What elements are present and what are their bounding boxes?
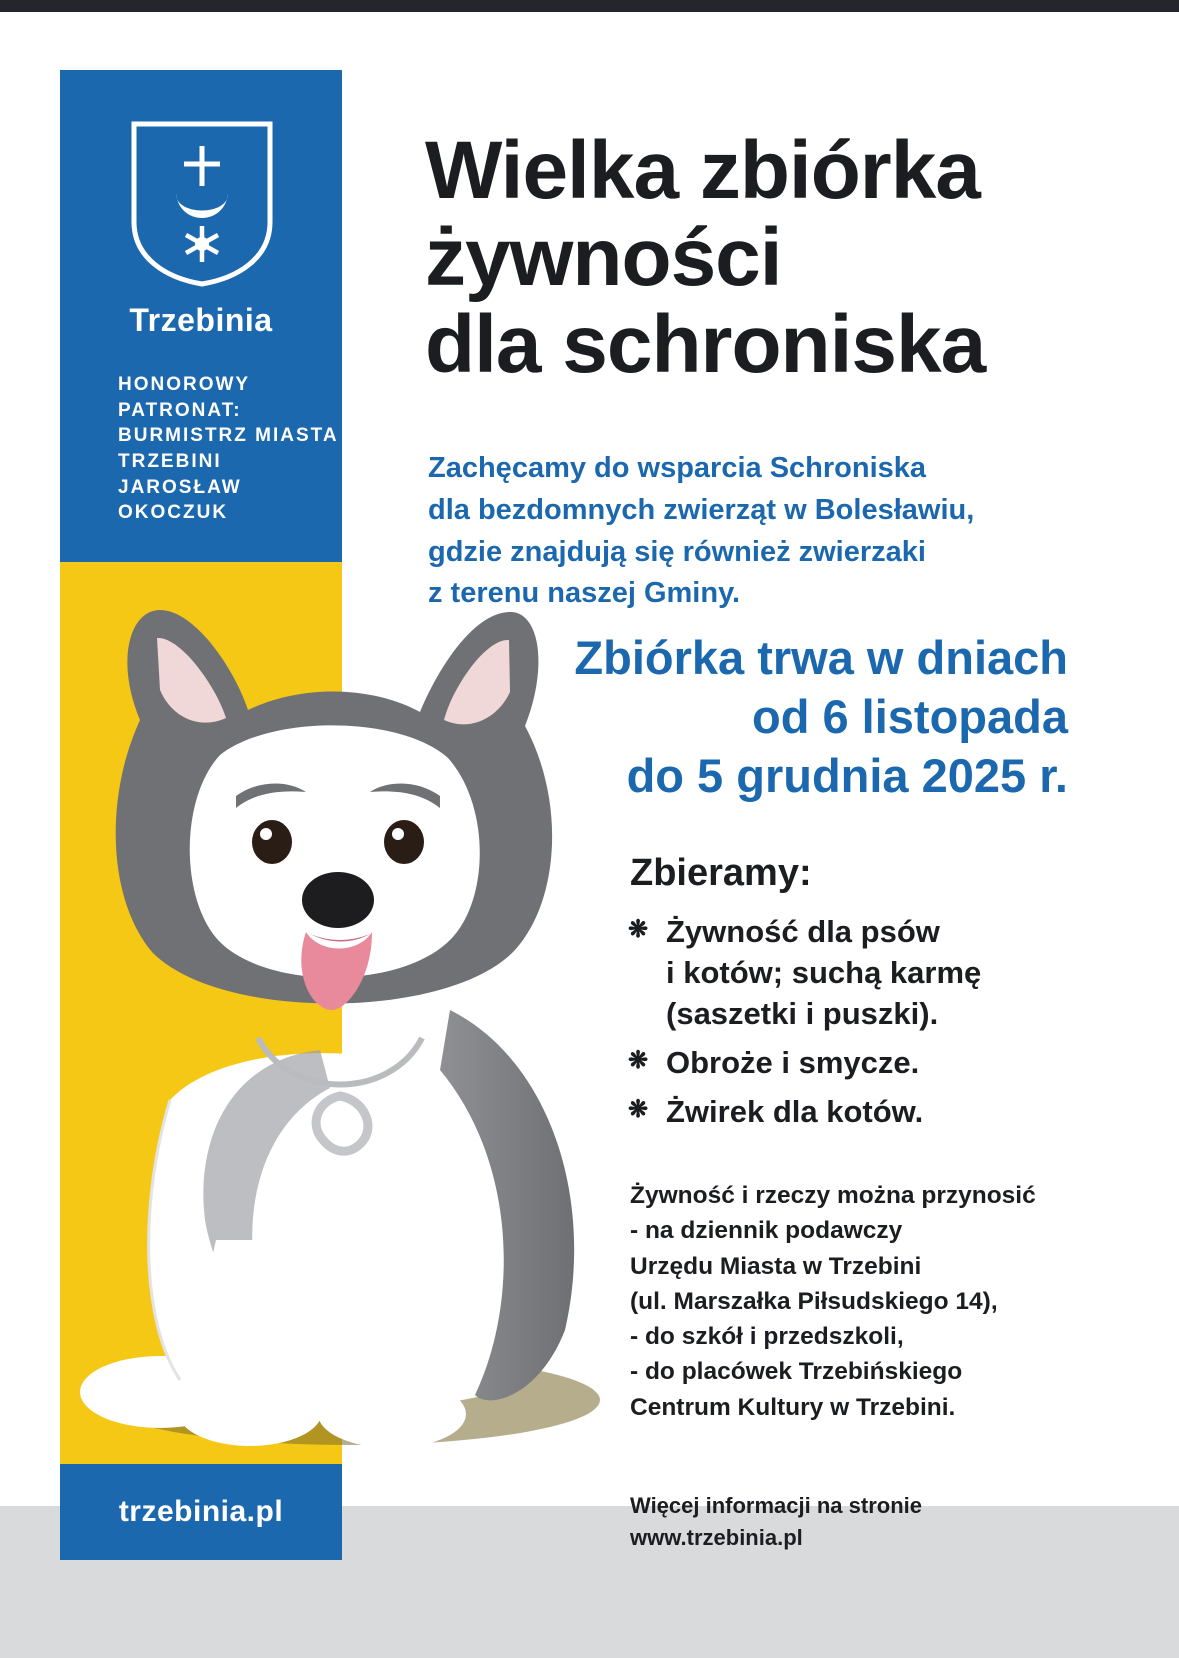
- patronage-line: HONOROWY PATRONAT: BURMISTRZ MIASTA TRZEBINI JAROSŁAW OKOCZUK: [118, 374, 338, 524]
- dropoff-locations: [630, 1178, 1070, 1425]
- paw-print-icon: ❋: [628, 1095, 649, 1123]
- coat-of-arms-icon: [128, 118, 276, 290]
- headline-line-1: Wielka zbiórka: [425, 125, 980, 216]
- town-name: Trzebinia: [129, 302, 273, 338]
- dropoff-line: - do placówek Trzebińskiego: [630, 1358, 963, 1386]
- dropoff-line: - do szkół i przedszkoli,: [630, 1323, 904, 1351]
- headline-line-2: żywności: [425, 211, 782, 303]
- dropoff-line: Centrum Kultury w Trzebini.: [630, 1393, 956, 1421]
- more-info-line: Więcej informacji na stronie: [630, 1493, 922, 1518]
- website-badge-label: trzebinia.pl: [118, 1495, 284, 1528]
- dropoff-line: Urzędu Miasta w Trzebini: [630, 1252, 922, 1280]
- dropoff-line: - na dziennik podawczy: [630, 1217, 903, 1245]
- list-item: [628, 912, 1068, 1035]
- list-item-line: (saszetki i puszki).: [666, 995, 939, 1031]
- subheading: [428, 448, 1068, 615]
- dates-line-2: od 6 listopada: [752, 690, 1068, 744]
- top-strip: [0, 0, 1179, 12]
- subhead-line-3: gdzie znajdują się również zwierzaki: [428, 535, 926, 568]
- paw-print-icon: ❋: [628, 916, 649, 943]
- paw-print-icon: ❋: [628, 1046, 649, 1074]
- list-item: [628, 1092, 1068, 1133]
- collect-list: [628, 912, 1068, 1141]
- dropoff-line: Żywność i rzeczy można przynosić: [630, 1182, 1036, 1209]
- list-item: [628, 1043, 1068, 1084]
- dropoff-line: (ul. Marszałka Piłsudskiego 14),: [630, 1287, 998, 1315]
- collection-dates: [420, 628, 1068, 806]
- list-item-line: Żwirek dla kotów.: [666, 1093, 924, 1129]
- collect-title: Zbieramy:: [630, 852, 812, 894]
- list-item-line: i kotów; suchą karmę: [666, 954, 982, 990]
- more-information: [630, 1490, 1070, 1554]
- more-info-website[interactable]: www.trzebinia.pl: [630, 1524, 803, 1550]
- website-badge[interactable]: [60, 1464, 342, 1560]
- subhead-line-2: dla bezdomnych zwierząt w Bolesławiu,: [428, 493, 975, 526]
- dates-line-1: Zbiórka trwa w dniach: [574, 631, 1068, 684]
- subhead-line-1: Zachęcamy do wsparcia Schroniska: [428, 452, 927, 484]
- dates-line-3: do 5 grudnia 2025 r.: [626, 749, 1068, 803]
- page-title: [425, 125, 1085, 390]
- subhead-line-4: z terenu naszej Gminy.: [428, 577, 741, 610]
- list-item-line: Obroże i smycze.: [666, 1044, 920, 1080]
- headline-line-3: dla schroniska: [425, 298, 986, 390]
- list-item-line: Żywność dla psów: [666, 914, 940, 949]
- honorary-patronage: [118, 372, 338, 526]
